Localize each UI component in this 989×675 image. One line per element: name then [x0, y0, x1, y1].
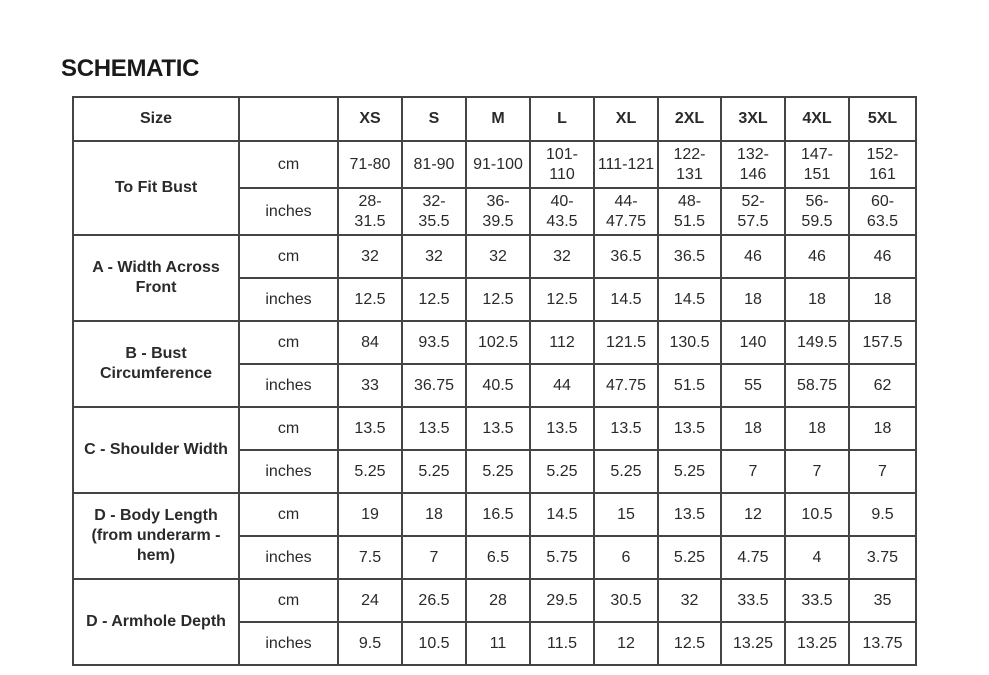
value-cell: 5.75: [530, 536, 594, 579]
value-cell: 5.25: [530, 450, 594, 493]
size-header-3xl: 3XL: [721, 97, 785, 141]
unit-label: cm: [239, 579, 338, 622]
value-cell: 5.25: [338, 450, 402, 493]
value-cell: 18: [402, 493, 466, 536]
value-cell: 32: [402, 235, 466, 278]
unit-label: inches: [239, 450, 338, 493]
value-cell: 3.75: [849, 536, 916, 579]
value-cell: 11: [466, 622, 530, 665]
value-cell: 111-121: [594, 141, 658, 188]
size-header-4xl: 4XL: [785, 97, 849, 141]
value-cell: 36- 39.5: [466, 188, 530, 235]
value-cell: 81-90: [402, 141, 466, 188]
value-cell: 62: [849, 364, 916, 407]
unit-label: cm: [239, 235, 338, 278]
value-cell: 29.5: [530, 579, 594, 622]
value-cell: 5.25: [594, 450, 658, 493]
value-cell: 5.25: [466, 450, 530, 493]
value-cell: 28: [466, 579, 530, 622]
value-cell: 93.5: [402, 321, 466, 364]
value-cell: 26.5: [402, 579, 466, 622]
value-cell: 14.5: [594, 278, 658, 321]
value-cell: 9.5: [338, 622, 402, 665]
value-cell: 12.5: [466, 278, 530, 321]
value-cell: 12.5: [402, 278, 466, 321]
value-cell: 10.5: [402, 622, 466, 665]
value-cell: 18: [721, 407, 785, 450]
value-cell: 13.5: [338, 407, 402, 450]
measurement-name: C - Shoulder Width: [73, 407, 239, 493]
size-header: Size: [73, 97, 239, 141]
size-header-l: L: [530, 97, 594, 141]
size-header-xs: XS: [338, 97, 402, 141]
value-cell: 9.5: [849, 493, 916, 536]
value-cell: 36.5: [594, 235, 658, 278]
size-header-m: M: [466, 97, 530, 141]
value-cell: 12: [594, 622, 658, 665]
value-cell: 52- 57.5: [721, 188, 785, 235]
value-cell: 55: [721, 364, 785, 407]
value-cell: 15: [594, 493, 658, 536]
value-cell: 12.5: [658, 622, 721, 665]
value-cell: 6.5: [466, 536, 530, 579]
measurement-name: D - Body Length (from underarm - hem): [73, 493, 239, 579]
value-cell: 13.25: [785, 622, 849, 665]
value-cell: 36.75: [402, 364, 466, 407]
value-cell: 7: [849, 450, 916, 493]
value-cell: 33.5: [721, 579, 785, 622]
value-cell: 5.25: [658, 450, 721, 493]
value-cell: 40- 43.5: [530, 188, 594, 235]
value-cell: 48- 51.5: [658, 188, 721, 235]
value-cell: 56- 59.5: [785, 188, 849, 235]
header-row: [73, 97, 916, 141]
value-cell: 18: [785, 278, 849, 321]
value-cell: 47.75: [594, 364, 658, 407]
table-row: [73, 579, 916, 622]
size-header-5xl: 5XL: [849, 97, 916, 141]
value-cell: 5.25: [402, 450, 466, 493]
value-cell: 7: [402, 536, 466, 579]
table-row: [73, 407, 916, 450]
value-cell: 35: [849, 579, 916, 622]
value-cell: 58.75: [785, 364, 849, 407]
value-cell: 121.5: [594, 321, 658, 364]
unit-label: inches: [239, 622, 338, 665]
value-cell: 13.75: [849, 622, 916, 665]
value-cell: 32: [338, 235, 402, 278]
value-cell: 91-100: [466, 141, 530, 188]
value-cell: 14.5: [658, 278, 721, 321]
value-cell: 12: [721, 493, 785, 536]
value-cell: 12.5: [530, 278, 594, 321]
unit-label: inches: [239, 364, 338, 407]
value-cell: 102.5: [466, 321, 530, 364]
value-cell: 11.5: [530, 622, 594, 665]
value-cell: 40.5: [466, 364, 530, 407]
value-cell: 13.5: [402, 407, 466, 450]
value-cell: 5.25: [658, 536, 721, 579]
value-cell: 140: [721, 321, 785, 364]
value-cell: 32: [658, 579, 721, 622]
value-cell: 10.5: [785, 493, 849, 536]
value-cell: 4.75: [721, 536, 785, 579]
unit-header: [239, 97, 338, 141]
unit-label: cm: [239, 141, 338, 188]
unit-label: inches: [239, 188, 338, 235]
value-cell: 84: [338, 321, 402, 364]
size-header-2xl: 2XL: [658, 97, 721, 141]
value-cell: 30.5: [594, 579, 658, 622]
size-chart-table: [72, 96, 917, 666]
value-cell: 18: [721, 278, 785, 321]
value-cell: 157.5: [849, 321, 916, 364]
value-cell: 122- 131: [658, 141, 721, 188]
value-cell: 13.25: [721, 622, 785, 665]
value-cell: 149.5: [785, 321, 849, 364]
value-cell: 130.5: [658, 321, 721, 364]
value-cell: 112: [530, 321, 594, 364]
value-cell: 101- 110: [530, 141, 594, 188]
value-cell: 13.5: [594, 407, 658, 450]
value-cell: 18: [849, 407, 916, 450]
value-cell: 46: [721, 235, 785, 278]
table-row: [73, 235, 916, 278]
value-cell: 46: [849, 235, 916, 278]
value-cell: 24: [338, 579, 402, 622]
measurement-name: A - Width Across Front: [73, 235, 239, 321]
table-row: [73, 141, 916, 188]
value-cell: 4: [785, 536, 849, 579]
value-cell: 12.5: [338, 278, 402, 321]
value-cell: 13.5: [530, 407, 594, 450]
value-cell: 44- 47.75: [594, 188, 658, 235]
value-cell: 7: [785, 450, 849, 493]
unit-label: cm: [239, 407, 338, 450]
value-cell: 7.5: [338, 536, 402, 579]
page-title: SCHEMATIC: [61, 55, 200, 82]
value-cell: 147- 151: [785, 141, 849, 188]
value-cell: 32: [530, 235, 594, 278]
table-row: [73, 493, 916, 536]
unit-label: inches: [239, 278, 338, 321]
value-cell: 152- 161: [849, 141, 916, 188]
measurement-name: B - Bust Circumference: [73, 321, 239, 407]
value-cell: 13.5: [658, 407, 721, 450]
measurement-name: D - Armhole Depth: [73, 579, 239, 665]
value-cell: 71-80: [338, 141, 402, 188]
size-header-xl: XL: [594, 97, 658, 141]
value-cell: 14.5: [530, 493, 594, 536]
measurement-rows: [73, 141, 916, 665]
value-cell: 132- 146: [721, 141, 785, 188]
value-cell: 28- 31.5: [338, 188, 402, 235]
value-cell: 6: [594, 536, 658, 579]
value-cell: 18: [849, 278, 916, 321]
unit-label: cm: [239, 493, 338, 536]
value-cell: 33.5: [785, 579, 849, 622]
value-cell: 32- 35.5: [402, 188, 466, 235]
value-cell: 16.5: [466, 493, 530, 536]
value-cell: 32: [466, 235, 530, 278]
measurement-name: To Fit Bust: [73, 141, 239, 235]
table-row: [73, 321, 916, 364]
value-cell: 51.5: [658, 364, 721, 407]
value-cell: 60- 63.5: [849, 188, 916, 235]
value-cell: 36.5: [658, 235, 721, 278]
unit-label: inches: [239, 536, 338, 579]
value-cell: 7: [721, 450, 785, 493]
unit-label: cm: [239, 321, 338, 364]
value-cell: 33: [338, 364, 402, 407]
value-cell: 18: [785, 407, 849, 450]
size-header-s: S: [402, 97, 466, 141]
value-cell: 46: [785, 235, 849, 278]
value-cell: 13.5: [658, 493, 721, 536]
value-cell: 19: [338, 493, 402, 536]
value-cell: 44: [530, 364, 594, 407]
value-cell: 13.5: [466, 407, 530, 450]
